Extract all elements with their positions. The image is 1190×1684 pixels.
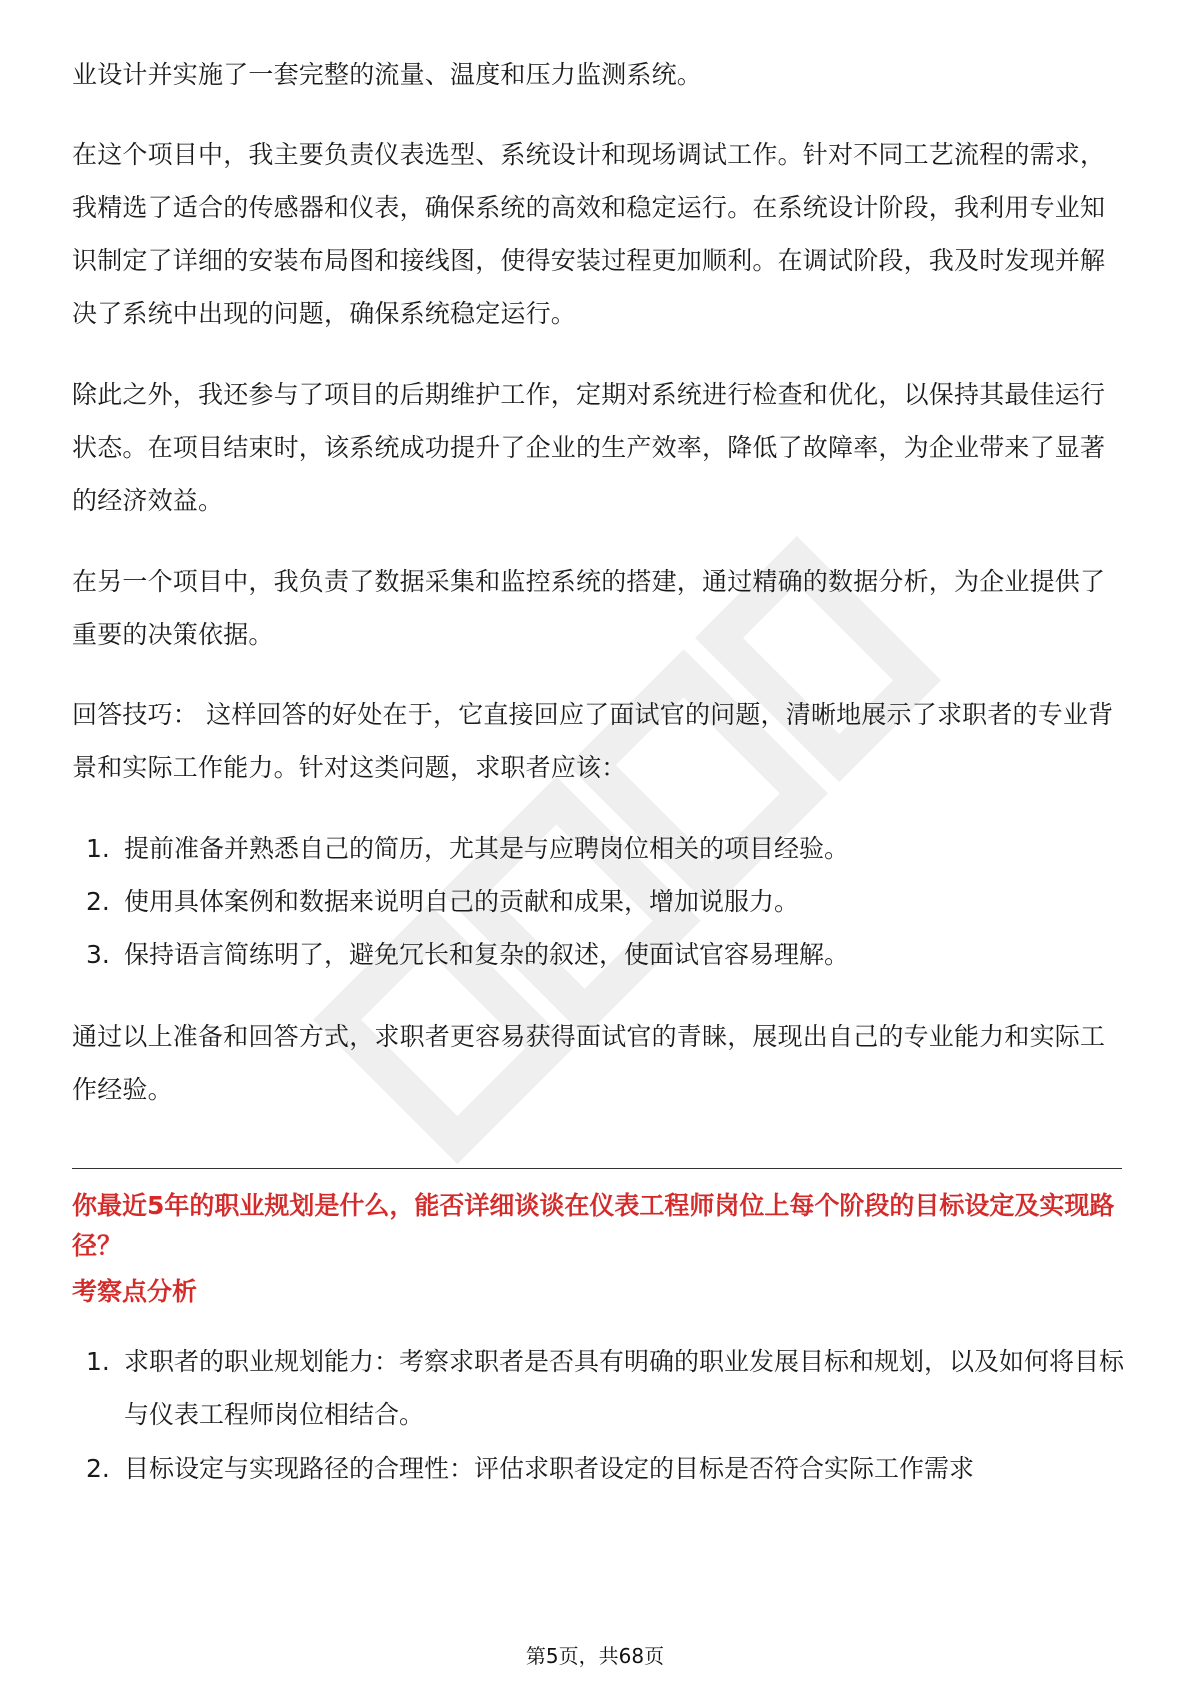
paragraph: 回答技巧： 这样回答的好处在于，它直接回应了面试官的问题，清晰地展示了求职者的专业背景和实际工作能力。针对这类问题，求职者应该： bbox=[72, 700, 1114, 782]
paragraph: 除此之外，我还参与了项目的后期维护工作，定期对系统进行检查和优化，以保持其最佳运行状态。在项目结束时，该系统成功提升了企业的生产效率，降低了故障率，为企业带来了显著的经济效益。 bbox=[72, 380, 1106, 515]
list-number: 1. bbox=[86, 1347, 110, 1376]
list-number: 3. bbox=[86, 940, 110, 969]
list-text: 使用具体案例和数据来说明自己的贡献和成果，增加说服力。 bbox=[124, 887, 800, 916]
paragraph: 在另一个项目中，我负责了数据采集和监控系统的搭建，通过精确的数据分析，为企业提供了重要的决策依据。 bbox=[72, 567, 1106, 649]
paragraph: 业设计并实施了一套完整的流量、温度和压力监测系统。 bbox=[72, 60, 703, 89]
list-number: 1. bbox=[86, 834, 110, 863]
list-text: 求职者的职业规划能力：考察求职者是否具有明确的职业发展目标和规划，以及如何将目标与仪表工程师岗位相结合。 bbox=[124, 1347, 1125, 1429]
paragraph: 在这个项目中，我主要负责仪表选型、系统设计和现场调试工作。针对不同工艺流程的需求，我精选了适合的传感器和仪表，确保系统的高效和稳定运行。在系统设计阶段，我利用专业知识制定了详细的安装布局图和接线图，使得安装过程更加顺利。在调试阶段，我及时发现并解决了系统中出现的问题，确保系统稳定运行。 bbox=[72, 140, 1106, 328]
analysis-heading: 考察点分析 bbox=[72, 1277, 198, 1306]
list-text: 保持语言简练明了，避免冗长和复杂的叙述，使面试官容易理解。 bbox=[124, 940, 850, 969]
list-number: 2. bbox=[86, 1454, 110, 1483]
question-heading: 你最近5年的职业规划是什么，能否详细谈谈在仪表工程师岗位上每个阶段的目标设定及实现路径？ bbox=[72, 1191, 1115, 1260]
list-text: 目标设定与实现路径的合理性：评估求职者设定的目标是否符合实际工作需求 bbox=[124, 1454, 975, 1483]
list-text: 提前准备并熟悉自己的简历，尤其是与应聘岗位相关的项目经验。 bbox=[124, 834, 850, 863]
list-number: 2. bbox=[86, 887, 110, 916]
paragraph: 通过以上准备和回答方式，求职者更容易获得面试官的青睐，展现出自己的专业能力和实际工作经验。 bbox=[72, 1022, 1106, 1104]
page-number: 第5页，共68页 bbox=[525, 1644, 665, 1668]
section-divider bbox=[72, 1168, 1122, 1169]
